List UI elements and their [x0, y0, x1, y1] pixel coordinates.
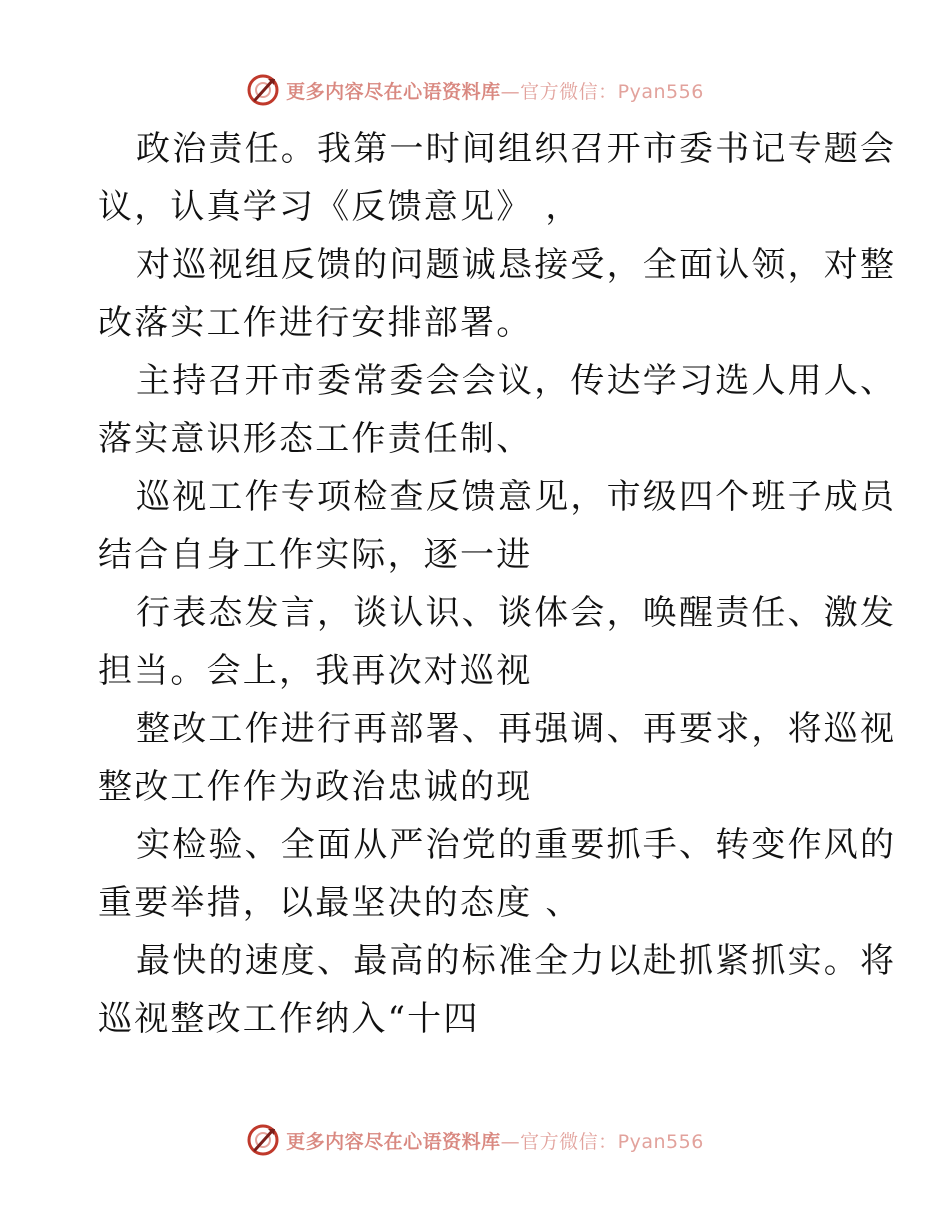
logo-icon	[246, 73, 280, 107]
body-line: 最快的速度、最高的标准全力以赴抓紧抓实。将	[136, 941, 897, 981]
body-line: 行表态发言，谈认识、谈体会，唤醒责任、激发	[136, 593, 897, 633]
banner-main-text: 更多内容尽在心语资料库	[286, 80, 501, 103]
document-body	[98, 120, 897, 1048]
banner-text	[286, 1127, 704, 1154]
banner-sub-text: 官方微信：Pyan556	[520, 1130, 704, 1153]
logo-icon	[246, 1123, 280, 1157]
body-line: 担当。会上，我再次对巡视	[98, 651, 533, 691]
body-line: 结合自身工作实际，逐一进	[98, 535, 533, 575]
body-line: 主持召开市委常委会会议，传达学习选人用人、	[136, 361, 897, 401]
banner-main-text: 更多内容尽在心语资料库	[286, 1130, 501, 1153]
body-line: 对巡视组反馈的问题诚恳接受，全面认领，对整	[136, 245, 897, 285]
body-line: 整改工作进行再部署、再强调、再要求，将巡视	[136, 709, 897, 749]
header-banner	[0, 70, 950, 110]
body-line: 改落实工作进行安排部署。	[98, 303, 533, 343]
body-line: 巡视整改工作纳入“十四	[98, 999, 480, 1039]
body-line: 政治责任。我第一时间组织召开市委书记专题会	[136, 129, 897, 169]
banner-text	[286, 77, 704, 104]
body-line: 实检验、全面从严治党的重要抓手、转变作风的	[136, 825, 897, 865]
banner-separator: —	[500, 1130, 521, 1153]
body-line: 重要举措，以最坚决的态度 、	[98, 883, 582, 923]
body-line: 整改工作作为政治忠诚的现	[98, 767, 533, 807]
body-line: 议，认真学习《反馈意见》 ，	[98, 187, 582, 227]
body-line: 巡视工作专项检查反馈意见，市级四个班子成员	[136, 477, 897, 517]
banner-sub-text: 官方微信：Pyan556	[520, 80, 704, 103]
footer-banner	[0, 1120, 950, 1160]
body-line: 落实意识形态工作责任制、	[98, 419, 533, 459]
banner-separator: —	[500, 80, 521, 103]
